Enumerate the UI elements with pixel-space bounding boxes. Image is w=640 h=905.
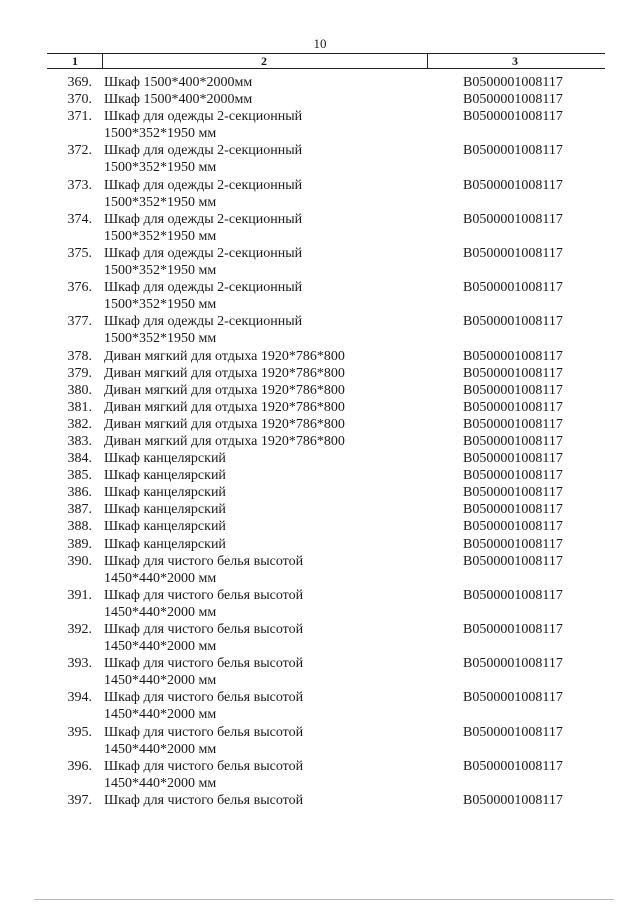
item-name-line: Шкаф для чистого белья высотой: [104, 758, 304, 774]
item-name: [104, 348, 404, 365]
table-row: [0, 621, 640, 655]
item-name-line: Шкаф для чистого белья высотой: [104, 792, 304, 808]
inventory-code: B0500001008117: [463, 468, 563, 484]
column-header-1: 1: [72, 54, 78, 68]
row-number: 381.: [67, 399, 92, 415]
item-name-line: 1500*352*1950 мм: [104, 194, 217, 210]
inventory-code: B0500001008117: [463, 553, 563, 569]
inventory-code: B0500001008117: [463, 622, 563, 637]
item-name-line: Шкаф канцелярский: [104, 451, 226, 467]
item-name-line: Шкаф 1500*400*2000мм: [104, 75, 253, 90]
row-number: 379.: [67, 365, 92, 381]
inventory-code: B0500001008117: [463, 143, 563, 159]
inventory-code: B0500001008117: [463, 536, 563, 552]
inventory-code: B0500001008117: [463, 485, 563, 501]
row-number: 373.: [67, 177, 92, 193]
table-row: [0, 553, 640, 587]
row-number: 389.: [67, 536, 92, 552]
item-name: [104, 467, 404, 484]
inventory-code: B0500001008117: [463, 587, 563, 603]
row-number: 384.: [67, 451, 92, 467]
inventory-code: B0500001008117: [463, 92, 563, 108]
row-number: 395.: [67, 724, 92, 740]
item-name-line: Шкаф канцелярский: [104, 502, 226, 518]
table-row: [0, 108, 640, 142]
row-number: 369.: [67, 75, 92, 90]
item-name-line: Шкаф канцелярский: [104, 536, 226, 552]
item-name-line: Диван мягкий для отдыха 1920*786*800: [104, 365, 345, 381]
item-name: [104, 279, 404, 313]
row-number: 392.: [67, 622, 92, 637]
item-name-line: Шкаф для чистого белья высотой: [104, 690, 304, 706]
item-name-line: Шкаф для одежды 2-секционный: [104, 245, 303, 261]
item-name: [104, 399, 404, 416]
inventory-code: B0500001008117: [463, 314, 563, 330]
item-name: [104, 382, 404, 399]
item-name-line: Шкаф для одежды 2-секционный: [104, 314, 303, 330]
item-name-line: 1500*352*1950 мм: [104, 228, 217, 244]
row-number: 393.: [67, 656, 92, 672]
row-number: 376.: [67, 280, 92, 296]
item-name-line: Шкаф 1500*400*2000мм: [104, 92, 253, 108]
table-row: [0, 433, 640, 450]
bottom-rule: [34, 899, 614, 900]
item-name-line: 1500*352*1950 мм: [104, 262, 217, 278]
row-number: 397.: [67, 792, 92, 808]
item-name-line: Шкаф для чистого белья высотой: [104, 622, 304, 637]
item-name-line: Шкаф для одежды 2-секционный: [104, 109, 303, 125]
table-row: [0, 279, 640, 313]
table-row: [0, 536, 640, 553]
item-name-line: Шкаф для одежды 2-секционный: [104, 143, 303, 159]
item-name: [104, 416, 404, 433]
item-name-line: Диван мягкий для отдыха 1920*786*800: [104, 399, 345, 415]
item-name: [104, 450, 404, 467]
item-name: [104, 313, 404, 347]
item-name: [104, 433, 404, 450]
item-name: [104, 108, 404, 142]
table-row: [0, 450, 640, 467]
item-name-line: 1500*352*1950 мм: [104, 297, 217, 313]
table-row: [0, 74, 640, 91]
row-number: 380.: [67, 382, 92, 398]
row-number: 372.: [67, 143, 92, 159]
row-number: 391.: [67, 587, 92, 603]
table-header: [47, 53, 605, 69]
table-row: [0, 655, 640, 689]
row-number: 374.: [67, 211, 92, 227]
table-row: [0, 382, 640, 399]
item-name: [104, 245, 404, 279]
item-name-line: Диван мягкий для отдыха 1920*786*800: [104, 382, 345, 398]
item-name-line: 1500*352*1950 мм: [104, 160, 217, 176]
column-header-2: 2: [261, 54, 267, 68]
table-body: [0, 74, 640, 809]
item-name: [104, 536, 404, 553]
item-name: [104, 142, 404, 176]
inventory-code: B0500001008117: [463, 348, 563, 364]
table-row: [0, 399, 640, 416]
item-name: [104, 211, 404, 245]
row-number: 387.: [67, 502, 92, 518]
item-name-line: 1450*440*2000 мм: [104, 673, 217, 689]
item-name: [104, 792, 404, 809]
table-row: [0, 467, 640, 484]
item-name-line: Диван мягкий для отдыха 1920*786*800: [104, 433, 345, 449]
item-name-line: 1450*440*2000 мм: [104, 775, 217, 791]
item-name-line: 1500*352*1950 мм: [104, 126, 217, 142]
item-name-line: Шкаф для чистого белья высотой: [104, 587, 304, 603]
inventory-code: B0500001008117: [463, 502, 563, 518]
row-number: 382.: [67, 416, 92, 432]
item-name: [104, 501, 404, 518]
inventory-code: B0500001008117: [463, 758, 563, 774]
item-name-line: 1450*440*2000 мм: [104, 570, 217, 586]
table-row: [0, 758, 640, 792]
table-row: [0, 518, 640, 535]
item-name-line: Шкаф для одежды 2-секционный: [104, 280, 303, 296]
column-divider: [427, 54, 428, 68]
item-name-line: Шкаф канцелярский: [104, 468, 226, 484]
item-name-line: 1450*440*2000 мм: [104, 604, 217, 620]
inventory-code: B0500001008117: [463, 451, 563, 467]
row-number: 378.: [67, 348, 92, 364]
item-name-line: Шкаф для одежды 2-секционный: [104, 211, 303, 227]
item-name: [104, 365, 404, 382]
table-row: [0, 587, 640, 621]
item-name-line: Диван мягкий для отдыха 1920*786*800: [104, 416, 345, 432]
row-number: 370.: [67, 92, 92, 108]
inventory-code: B0500001008117: [463, 365, 563, 381]
item-name: [104, 91, 404, 108]
item-name-line: 1450*440*2000 мм: [104, 639, 217, 654]
item-name: [104, 177, 404, 211]
column-header-3: 3: [512, 54, 518, 68]
page-number: 10: [313, 36, 327, 51]
row-number: 375.: [67, 245, 92, 261]
inventory-code: B0500001008117: [463, 433, 563, 449]
item-name: [104, 553, 404, 587]
inventory-code: B0500001008117: [463, 382, 563, 398]
table-row: [0, 313, 640, 347]
item-name-line: Диван мягкий для отдыха 1920*786*800: [104, 348, 345, 364]
row-number: 388.: [67, 519, 92, 535]
item-name-line: Шкаф для чистого белья высотой: [104, 656, 304, 672]
item-name-line: 1450*440*2000 мм: [104, 707, 217, 723]
item-name: [104, 484, 404, 501]
item-name: [104, 689, 404, 723]
row-number: 383.: [67, 433, 92, 449]
item-name-line: Шкаф канцелярский: [104, 485, 226, 501]
inventory-code: B0500001008117: [463, 519, 563, 535]
row-number: 390.: [67, 553, 92, 569]
inventory-code: B0500001008117: [463, 690, 563, 706]
item-name-line: Шкаф канцелярский: [104, 519, 226, 535]
inventory-code: B0500001008117: [463, 211, 563, 227]
item-name-line: Шкаф для чистого белья высотой: [104, 553, 304, 569]
table-row: [0, 484, 640, 501]
row-number: 371.: [67, 109, 92, 125]
inventory-code: B0500001008117: [463, 109, 563, 125]
item-name-line: 1500*352*1950 мм: [104, 331, 217, 347]
row-number: 385.: [67, 468, 92, 484]
table-row: [0, 724, 640, 758]
item-name: [104, 587, 404, 621]
inventory-code: B0500001008117: [463, 399, 563, 415]
row-number: 386.: [67, 485, 92, 501]
inventory-code: B0500001008117: [463, 724, 563, 740]
item-name: [104, 724, 404, 758]
inventory-code: B0500001008117: [463, 177, 563, 193]
inventory-code: B0500001008117: [463, 280, 563, 296]
item-name: [104, 621, 404, 655]
inventory-code: B0500001008117: [463, 792, 563, 808]
table-row: [0, 365, 640, 382]
item-name: [104, 518, 404, 535]
item-name: [104, 74, 404, 91]
row-number: 396.: [67, 758, 92, 774]
table-row: [0, 501, 640, 518]
table-row: [0, 91, 640, 108]
inventory-code: B0500001008117: [463, 245, 563, 261]
item-name: [104, 655, 404, 689]
table-row: [0, 142, 640, 176]
row-number: 377.: [67, 314, 92, 330]
inventory-code: B0500001008117: [463, 656, 563, 672]
item-name-line: Шкаф для чистого белья высотой: [104, 724, 304, 740]
column-divider: [102, 54, 103, 68]
item-name-line: 1450*440*2000 мм: [104, 741, 217, 757]
table-row: [0, 211, 640, 245]
item-name-line: Шкаф для одежды 2-секционный: [104, 177, 303, 193]
table-row: [0, 689, 640, 723]
row-number: 394.: [67, 690, 92, 706]
inventory-code: B0500001008117: [463, 75, 563, 90]
table-row: [0, 792, 640, 809]
table-row: [0, 416, 640, 433]
inventory-code: B0500001008117: [463, 416, 563, 432]
table-row: [0, 177, 640, 211]
table-row: [0, 348, 640, 365]
item-name: [104, 758, 404, 792]
table-row: [0, 245, 640, 279]
